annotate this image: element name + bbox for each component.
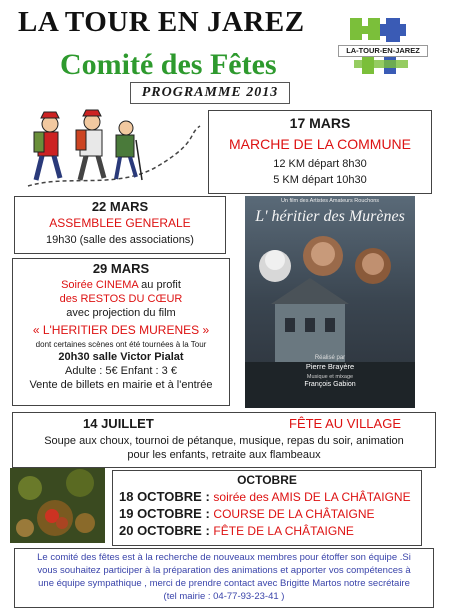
event-detail-2: pour les enfants, retraite aux flambeaux	[127, 449, 321, 461]
footer-line-1: Le comité des fêtes est à la recherche de nouveaux membres pour étoffer son équipe .Si	[37, 552, 411, 563]
cinema-suffix: au profit	[138, 279, 181, 291]
footer-line-4: (tel mairie : 04-77-93-23-41 )	[163, 591, 285, 602]
chestnut-photo	[10, 468, 105, 543]
october-item-label: FÊTE DE LA CHÂTAIGNE	[213, 524, 354, 538]
poster-director: Pierre Brayère	[305, 362, 355, 371]
film-title: « L'HERITIER DES MURENES »	[32, 323, 210, 337]
event-date: 17 MARS	[289, 115, 351, 131]
poster-title: L' héritier des Murènes	[255, 208, 405, 225]
event-detail-2: 5 KM départ 10h30	[273, 174, 367, 186]
event-march-29	[12, 258, 230, 406]
october-item-date: 18 OCTOBRE :	[119, 489, 210, 504]
event-october	[112, 470, 422, 546]
poster-music: François Gabion	[304, 381, 356, 388]
footer-line-2: vous souhaitez participer à la préparation des animations et apporter vos compétences à	[37, 565, 411, 576]
film-note: dont certaines scènes ont été tournées à la Tour	[35, 340, 207, 349]
poster-director-label: Réalisé par	[314, 355, 346, 361]
event-date: 22 MARS	[91, 199, 149, 214]
event-date: 29 MARS	[92, 261, 150, 276]
charity-name: des RESTOS DU CŒUR	[59, 293, 183, 305]
event-line-cinema	[13, 279, 229, 291]
event-title: FÊTE AU VILLAGE	[289, 416, 401, 431]
logo-text: LA-TOUR-EN-JAREZ	[338, 45, 428, 57]
cinema-label: Soirée CINEMA	[61, 279, 139, 291]
poster-music-label: Musique et mixage	[306, 374, 354, 380]
event-title: ASSEMBLEE GENERALE	[49, 216, 191, 230]
page-title: LA TOUR EN JAREZ	[18, 6, 305, 38]
event-detail: 19h30 (salle des associations)	[46, 234, 194, 246]
venue: 20h30 salle Victor Pialat	[58, 351, 184, 363]
footer-line-3: une équipe sympathique , merci de prendre contact avec Brigitte Martos notre secrétaire	[38, 578, 410, 589]
october-item-date: 19 OCTOBRE :	[119, 506, 210, 521]
event-detail-1: Soupe aux choux, tournoi de pétanque, musique, repas du soir, animation	[44, 435, 404, 447]
october-item	[119, 523, 421, 538]
hikers-illustration	[8, 104, 204, 194]
prices: Adulte : 5€ Enfant : 3 €	[65, 365, 177, 377]
october-item	[119, 489, 421, 504]
poster-top-text: Un film des Artistes Amateurs Rouchons	[280, 198, 380, 204]
october-heading: OCTOBRE	[237, 473, 297, 487]
projection-line: avec projection du film	[66, 307, 176, 319]
event-march-17	[208, 110, 432, 194]
october-item-date: 20 OCTOBRE :	[119, 523, 210, 538]
october-item-label: COURSE DE LA CHÂTAIGNE	[213, 507, 375, 521]
october-item-label: soirée des AMIS DE LA CHÂTAIGNE	[213, 490, 411, 504]
event-march-22	[14, 196, 226, 254]
footer-notice	[14, 548, 434, 608]
event-title: MARCHE DE LA COMMUNE	[228, 136, 412, 152]
event-detail-1: 12 KM départ 8h30	[273, 158, 367, 170]
event-date: 14 JUILLET	[83, 416, 154, 431]
ticket-sales: Vente de billets en mairie et à l'entrée	[29, 379, 213, 391]
event-july-14	[12, 412, 436, 468]
october-item	[119, 506, 421, 521]
page-subtitle: Comité des Fêtes	[60, 48, 277, 81]
programme-label: PROGRAMME 2013	[130, 82, 290, 104]
